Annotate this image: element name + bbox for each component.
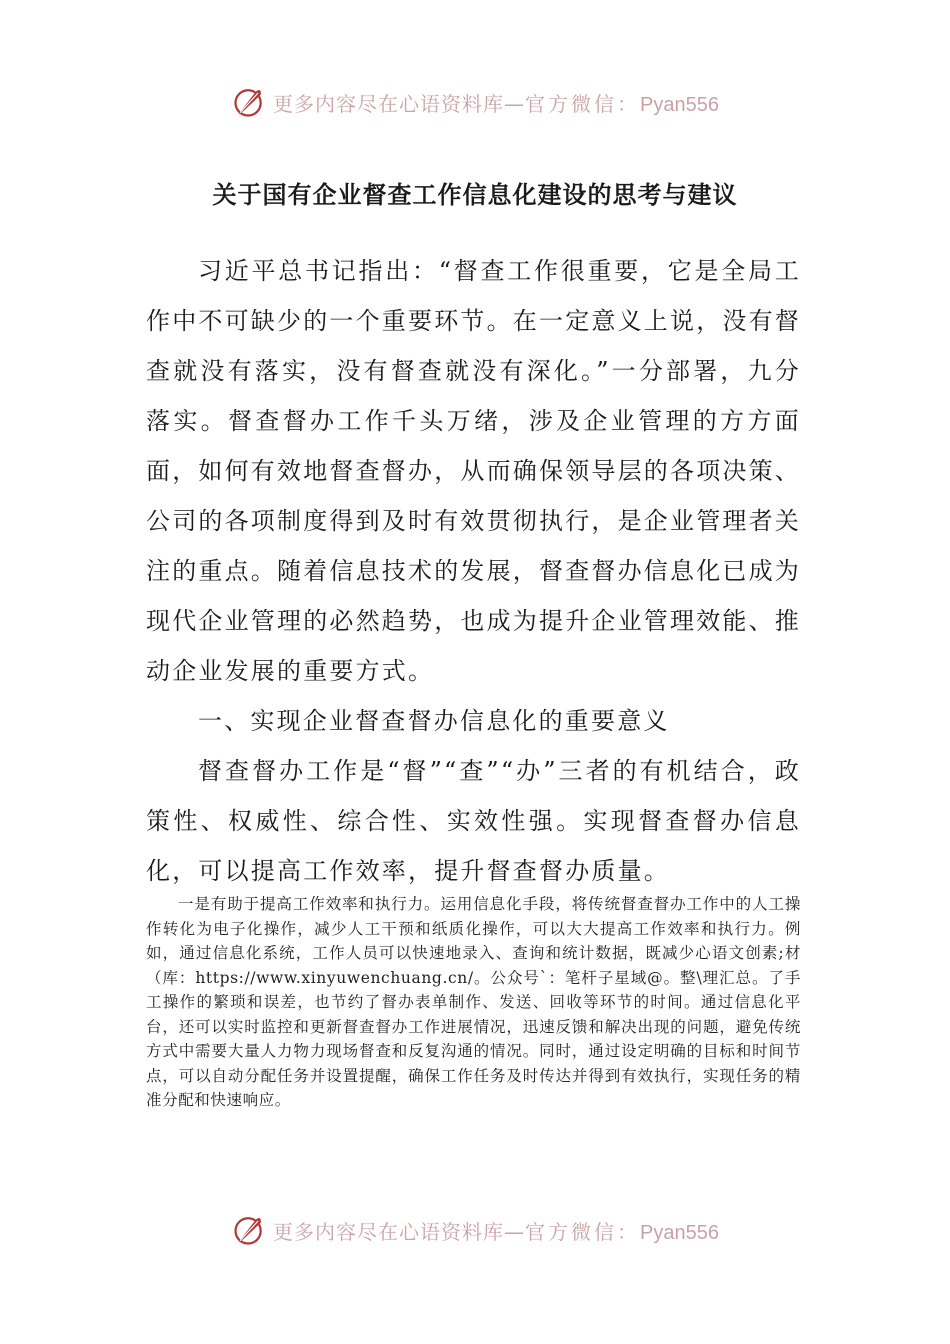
document-title: 关于国有企业督查工作信息化建设的思考与建议 bbox=[212, 180, 738, 209]
watermark-text: 更多内容尽在心语资料库—官方微信：Pyan556 bbox=[273, 91, 719, 116]
detail-paragraph: 一是有助于提高工作效率和执行力。运用信息化手段，将传统督查督办工作中的人工操作转化为电子化操作，减少人工干预和纸质化操作，可以大大提高工作效率和执行力。例如，通过信息化系统，工作人员可以快速地录入、查询和统计数据，既减少心语文创素;材（库：https://www.xinyuwenchuang.cn/。公众号`：笔杆子星域@。整\理汇总。了手工操作的繁琐和误差，也节约了督办表单制作、发送、回收等环节的时间。通过信息化平台，还可以实时监控和更新督查督办工作进展情况，迅速反馈和解决出现的问题，避免传统方式中需要大量人力物力现场督查和反复沟通的情况。同时，通过设定明确的目标和时间节点，可以自动分配任务并设置提醒，确保工作任务及时传达并得到有效执行，实现任务的精准分配和快速响应。 bbox=[146, 895, 801, 1109]
body-small-text bbox=[146, 892, 801, 1113]
watermark-text: 更多内容尽在心语资料库—官方微信：Pyan556 bbox=[273, 1219, 719, 1244]
section-paragraph: 督查督办工作是“督”“查”“办”三者的有机结合，政策性、权威性、综合性、实效性强。实现督查督办信息化，可以提高工作效率，提升督查督办质量。 bbox=[146, 757, 801, 885]
quill-logo-icon bbox=[231, 84, 267, 120]
footer-watermark-banner bbox=[0, 1208, 950, 1252]
header-watermark-banner bbox=[0, 80, 950, 124]
quill-logo-icon bbox=[231, 1212, 267, 1248]
section-heading: 一、实现企业督查督办信息化的重要意义 bbox=[198, 707, 670, 735]
body-large-text bbox=[146, 246, 801, 896]
intro-paragraph: 习近平总书记指出：“督查工作很重要，它是全局工作中不可缺少的一个重要环节。在一定意义上说，没有督查就没有落实，没有督查就没有深化。”一分部署，九分落实。督查督办工作千头万绪，涉及企业管理的方方面面，如何有效地督查督办，从而确保领导层的各项决策、公司的各项制度得到及时有效贯彻执行，是企业管理者关注的重点。随着信息技术的发展，督查督办信息化已成为现代企业管理的必然趋势，也成为提升企业管理效能、推动企业发展的重要方式。 bbox=[146, 257, 801, 685]
